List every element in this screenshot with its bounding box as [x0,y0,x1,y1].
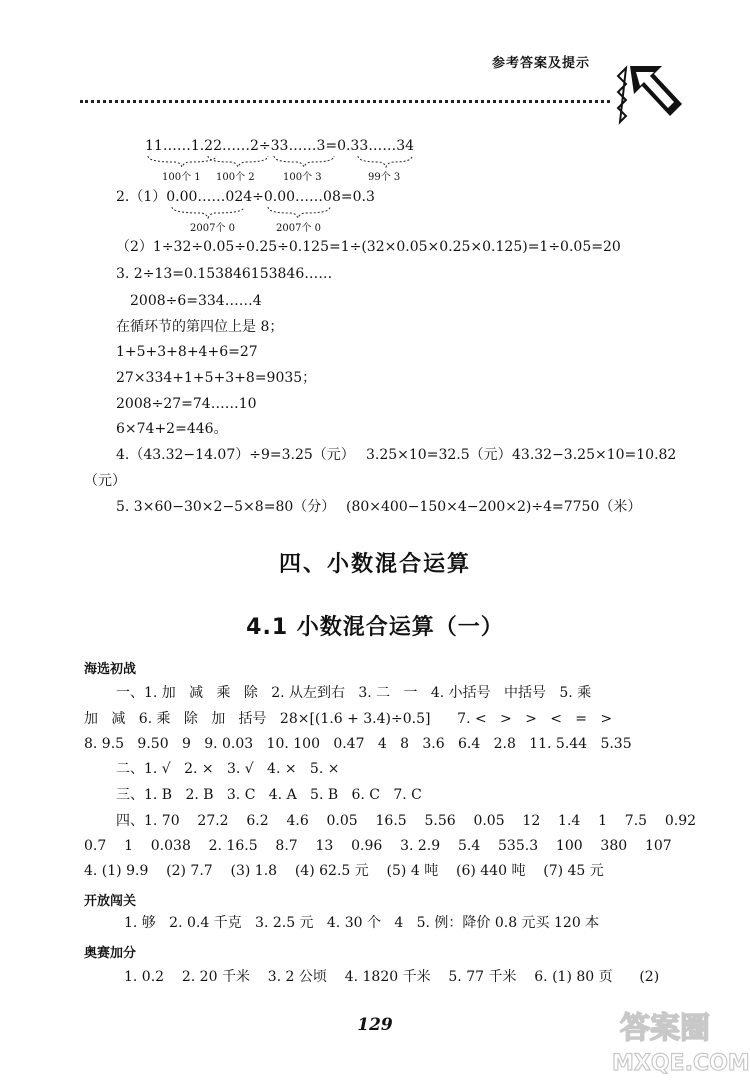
answer-line-11c: 43.32−3.25×10=10.82 [512,447,677,463]
answer-line-13b: (80×400−150×4−200×2)÷4=7750（米） [346,499,642,515]
answer-line-8: 27×334+1+5+3+8=9035； [116,370,317,386]
underbrace-label: 2007个 0 [190,223,235,234]
underbrace-label: 100个 1 [162,172,201,183]
header-dotted-rule [80,100,610,103]
svg-text:答案圈: 答案圈 [620,1011,710,1046]
answer-line-5: 2008÷6=334……4 [130,293,262,309]
answer-line-2: 2.（1）0.00……024÷0.00……08=0.3 [116,189,375,205]
answer-line: 加 减 6. 乘 除 加 括号 28×[(1.6 + 3.4)÷0.5] 7. < > > < = > [84,711,613,727]
arrow-icon [612,58,684,130]
chapter-title: 四、小数混合运算 [278,552,471,577]
answer-line-6: 在循环节的第四位上是 8； [116,319,284,335]
answer-line-11b: 3.25×10=32.5（元） [366,447,512,463]
underbrace-label: 100个 3 [283,172,322,183]
answer-line-1: 11……1.22……2÷33……3=0.33……34 [145,138,415,154]
answer-line: 二、1. √ 2. × 3. √ 4. × 5. × [116,761,340,777]
header-title: 参考答案及提示 [492,56,591,71]
underbraces-line-2 [170,205,340,219]
answer-line: 四、1. 70 27.2 6.2 4.6 0.05 16.5 5.56 0.05 12 1.4 1 7.5 0.92 [116,813,697,829]
answer-line: 1. 0.2 2. 20 千米 3. 2 公顷 4. 1820 千米 5. 77 千米 6. (1) 80 页 (2) [124,969,660,985]
answer-line-4: 3. 2÷13=0.153846153846…… [116,266,333,282]
answer-line: 8. 9.5 9.50 9 9. 0.03 10. 100 0.47 4 8 3.6 6.4 2.8 11. 5.44 5.35 [84,736,632,752]
answer-line: 1. 够 2. 0.4 千克 3. 2.5 元 4. 30 个 4 5. 例：降价 0.8 元买 120 本 [124,915,600,931]
answer-line-11a: 4.（43.32−14.07）÷9=3.25（元） [116,447,355,463]
underbrace-label: 100个 2 [216,172,255,183]
answer-line-3: （2）1÷32÷0.05÷0.25÷0.125=1÷(32×0.05×0.25×0.125)=1÷0.05=20 [116,239,621,255]
answer-line-9: 2008÷27=74……10 [116,396,257,412]
answer-line-13a: 5. 3×60−30×2−5×8=80（分） [116,499,336,515]
section-label-1: 海选初战 [84,662,137,677]
answer-line: 4. (1) 9.9 (2) 7.7 (3) 1.8 (4) 62.5 元 (5) 4 吨 (6) 440 吨 (7) 45 元 [84,863,604,879]
answer-line: 三、1. B 2. B 3. C 4. A 5. B 6. C 7. C [116,787,422,803]
section-label-3: 奥赛加分 [84,946,137,961]
answer-line-10: 6×74+2=446。 [116,421,228,437]
underbrace-label: 99个 3 [368,172,401,183]
section-label-2: 开放闯关 [84,894,137,909]
underbraces-line-1 [146,154,416,168]
answer-line-7: 1+5+3+8+4+6=27 [116,344,258,360]
page-number: 129 [357,1015,393,1035]
answer-line: 0.7 1 0.038 2. 16.5 8.7 13 0.96 3. 2.9 5.4 535.3 100 380 107 [84,838,672,854]
answer-line-12: （元） [84,473,126,489]
watermark-logo [600,1000,750,1082]
underbrace-label: 2007个 0 [276,223,321,234]
section-title: 4.1 小数混合运算（一） [246,615,504,640]
answer-line: 一、1. 加 减 乘 除 2. 从左到右 3. 二 一 4. 小括号 中括号 5. 乘 [116,685,592,701]
svg-text:MXQE.COM: MXQE.COM [612,1051,750,1076]
